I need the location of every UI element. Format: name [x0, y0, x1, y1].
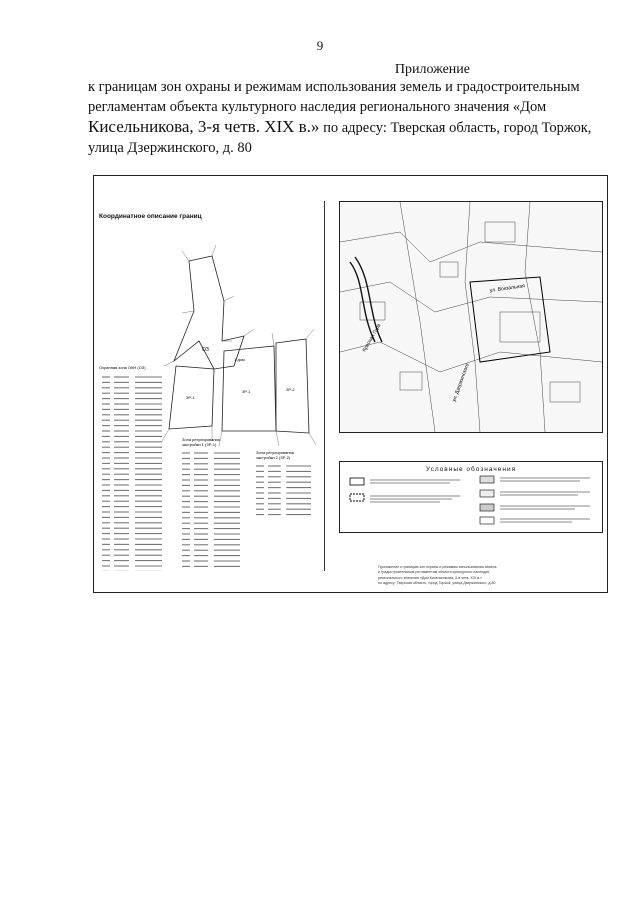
legend-symbol-dashed [350, 494, 364, 501]
legend-title: Условные обозначения [425, 466, 517, 473]
map-label-krasnaya-gora: Красная Гора [361, 322, 383, 353]
heading-line-4: улица Дзержинского, д. 80 [88, 140, 252, 156]
heading-line-3-big: Кисельникова, 3-я четв. XIX в.» [88, 117, 320, 136]
legend-symbols [340, 462, 602, 532]
zr2-polygon [276, 339, 309, 433]
page-number: 9 [316, 38, 324, 53]
table-oz-title: Охранная зона ОКН (ОЗ) [99, 365, 146, 370]
document-heading [88, 77, 606, 158]
drawing-caption [378, 565, 600, 587]
heading-line-2: регламентам объекта культурного наследия регионального значения «Дом [88, 99, 547, 115]
table-zr2-title-1: Зона регулирования [256, 450, 294, 455]
zone-label-dom: 1 дом [234, 357, 245, 362]
coordinate-title: Координатное описание границ [99, 213, 202, 220]
map-label-vokzalnaya: ул. Вокзальная [489, 283, 526, 294]
legend-symbol-4 [480, 517, 494, 524]
table-zr1-title-1: Зона регулирования [182, 437, 220, 442]
table-zr2-title-2: застройки 2 (ЗР-2) [256, 455, 291, 460]
legend-symbol-3 [480, 504, 494, 511]
zone-label-zr1-left: ЗР-1 [186, 395, 195, 400]
heading-line-3-rest: по адресу: Тверская область, город Торжок, [319, 120, 592, 136]
table-zr2-rows [256, 466, 311, 515]
legend-symbol-1 [480, 476, 494, 483]
table-zr1-title-2: застройки 1 (ЗР-1) [182, 442, 217, 447]
zone-label-zr2: ЗР-2 [286, 387, 295, 392]
caption-line-3: регионального значения «Дом Кисельникова, 3-я четв. XIX в.» [378, 575, 483, 580]
legend-text-lines [370, 478, 590, 522]
caption-line-2: и градостроительным регламентам объекта культурного наследия [378, 570, 490, 575]
map-drawing [340, 202, 602, 432]
zone-label-oz: ОЗ [202, 347, 209, 353]
cadastral-map [339, 201, 603, 433]
legend [339, 461, 603, 533]
legend-symbol-2 [480, 490, 494, 497]
appendix-label: Приложение [394, 62, 470, 77]
drawing-sheet [93, 175, 608, 593]
table-oz-rows [102, 377, 162, 571]
point-leader-lines [162, 245, 316, 446]
zone-sketch [94, 201, 324, 571]
caption-line-1: Приложение к границам зон охраны и режимам использования земель [378, 565, 497, 569]
zone-label-zr1-right: ЗР-1 [242, 389, 251, 394]
legend-symbol-boundary [350, 478, 364, 485]
heading-line-1: к границам зон охраны и режимам использования земель и градостроительным [88, 79, 580, 95]
map-label-dzerzhinskogo: ул. Дзержинского [451, 362, 471, 403]
coordinate-panel [94, 201, 325, 571]
table-zr1-rows [182, 453, 240, 571]
caption-line-4: по адресу: Тверская область, город Торжок, улица Дзержинского, д.80 [378, 581, 496, 586]
